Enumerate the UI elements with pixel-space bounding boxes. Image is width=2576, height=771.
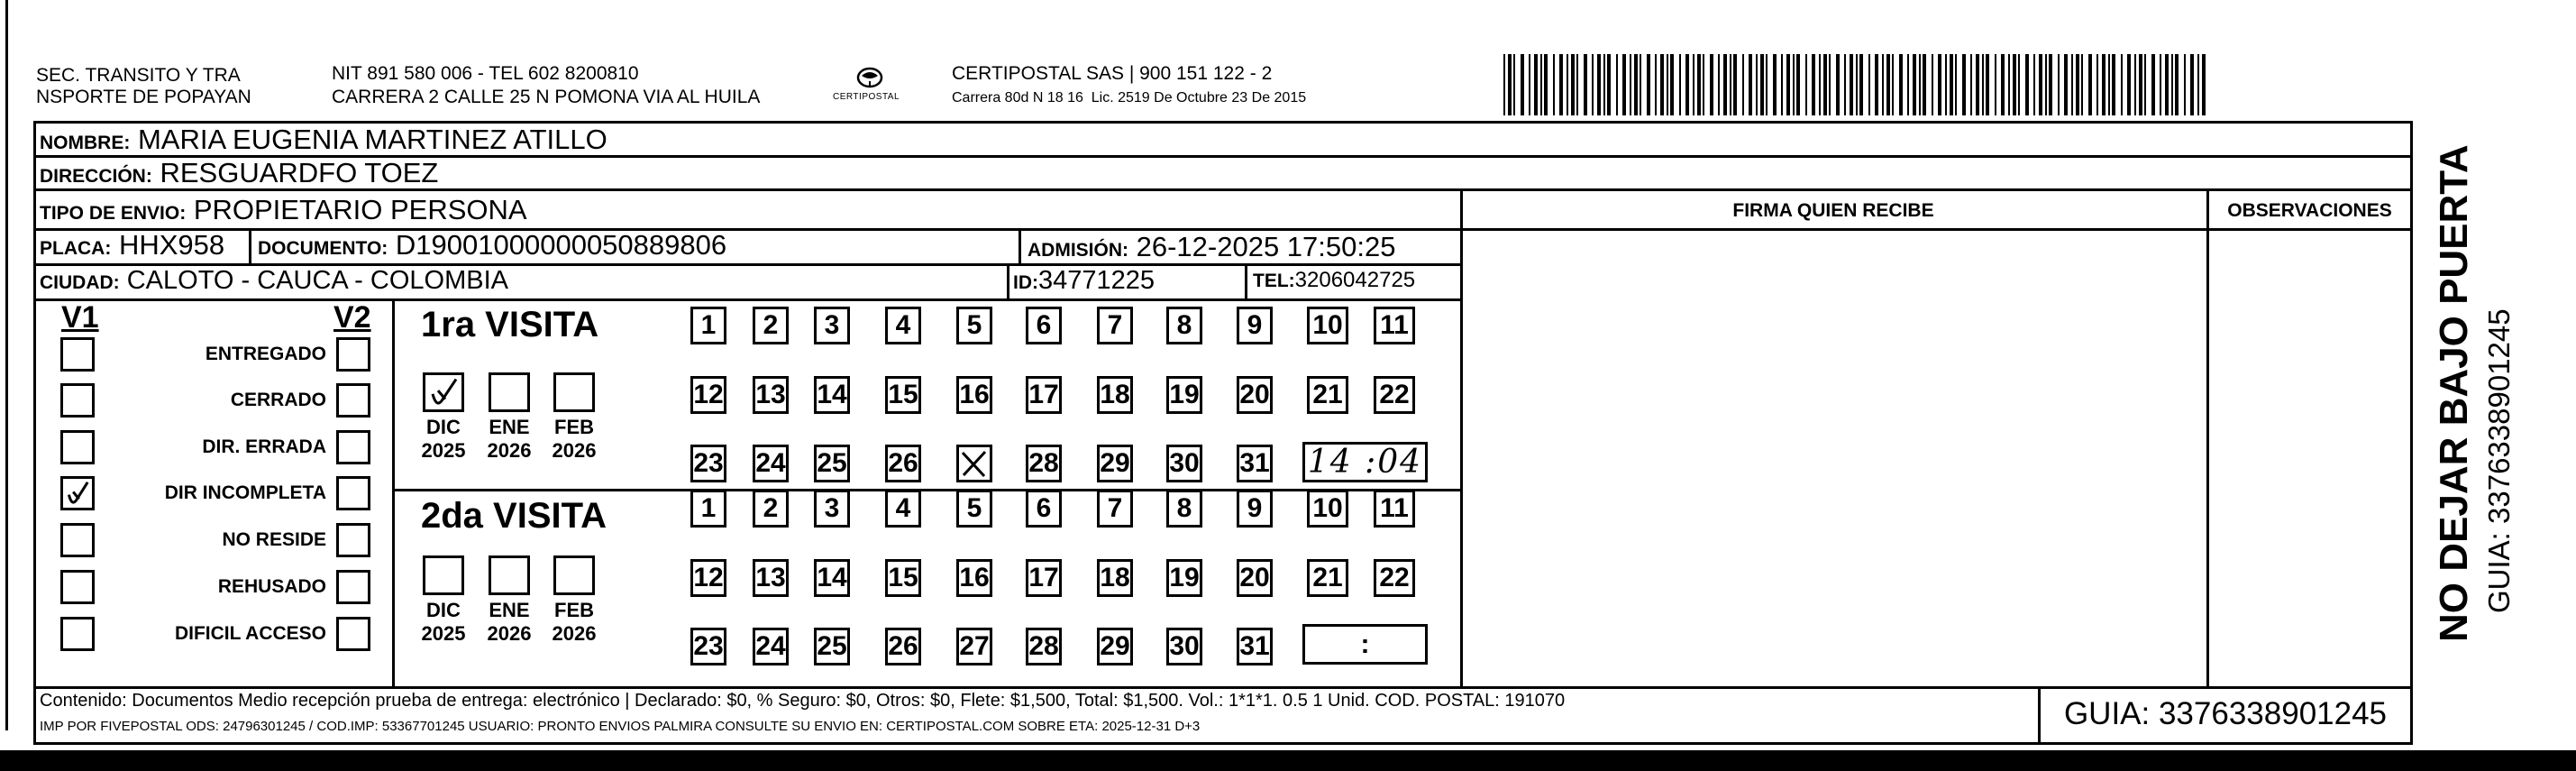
address-line: CARRERA 2 CALLE 25 N POMONA VIA AL HUILA — [332, 87, 761, 107]
day-box[interactable]: 23 — [690, 628, 726, 665]
check-mark-icon — [63, 479, 92, 508]
direccion-label: DIRECCIÓN: — [40, 166, 152, 187]
barcode-bar — [2013, 54, 2016, 115]
barcode-bar — [2175, 54, 2179, 115]
barcode-bar — [1786, 54, 1790, 115]
tipo-row — [40, 192, 527, 232]
visit2-time-box[interactable] — [1302, 624, 1428, 665]
v2-checkbox[interactable] — [336, 383, 370, 418]
left-margin-line — [5, 0, 8, 730]
barcode-bar — [1923, 54, 1926, 115]
v2-checkbox[interactable] — [336, 476, 370, 510]
barcode-bar — [1697, 54, 1701, 115]
placa-value: HHX958 — [118, 229, 225, 261]
month-label — [476, 599, 543, 646]
month-label — [476, 416, 543, 463]
barcode-bar — [1584, 54, 1587, 115]
barcode-bar — [2018, 54, 2020, 115]
v1-checkbox[interactable] — [60, 430, 95, 464]
barcode-bar — [1760, 54, 1764, 115]
barcode-bar — [1823, 54, 1827, 115]
barcode-bar — [1882, 54, 1884, 115]
obs-left-border — [2206, 188, 2209, 686]
barcode-bar — [2071, 54, 2073, 115]
v1-checkbox[interactable] — [60, 617, 95, 651]
barcode-bar — [1796, 54, 1800, 115]
day-box[interactable]: 8 — [1166, 490, 1202, 528]
footer-line-2: IMP POR FIVEPOSTAL ODS: 24796301245 / COD.IMP: 53367701245 USUARIO: PRONTO ENVIOS PALMIRA CONSULTE SU ENVIO EN: CERTIPOSTAL.COM SOBRE ETA: 2025-12-31 D+3 — [40, 719, 1201, 734]
barcode-bar — [1660, 54, 1664, 115]
visit2-title: 2da VISITA — [421, 496, 607, 536]
barcode-bar — [1710, 54, 1713, 115]
barcode-bar — [1529, 54, 1530, 115]
barcode-bar — [1576, 54, 1578, 115]
documento-value: D19001000000050889806 — [395, 229, 727, 261]
placa-divider — [249, 228, 251, 263]
barcode-bar — [2045, 54, 2047, 115]
barcode-bar — [1781, 54, 1783, 115]
footer-guia: GUIA: 3376338901245 — [2063, 696, 2388, 731]
barcode-bar — [1986, 54, 1989, 115]
v2-label: V2 — [333, 300, 371, 335]
day-box[interactable]: 23 — [690, 445, 726, 482]
barcode-bar — [1976, 54, 1979, 115]
ciudad-value: CALOTO - CAUCA - COLOMBIA — [126, 266, 508, 295]
day-box[interactable]: 2 — [753, 307, 789, 344]
barcode-bar — [1742, 54, 1744, 115]
barcode-bar — [2039, 54, 2042, 115]
barcode-bar — [1812, 54, 1815, 115]
day-box[interactable]: 28 — [1026, 628, 1062, 665]
barcode-bar — [1856, 54, 1858, 115]
bottom-black-band — [0, 750, 2576, 771]
barcode-bar — [2108, 54, 2110, 115]
day-box[interactable]: 30 — [1166, 628, 1202, 665]
barcode-bar — [1603, 54, 1605, 115]
barcode-bar — [1670, 54, 1674, 115]
reason-label: NO RESIDE — [222, 529, 326, 550]
footer-line — [33, 686, 2413, 689]
day-box[interactable]: 14 — [814, 376, 850, 414]
month-checkbox[interactable] — [489, 555, 530, 595]
side-warning: NO DEJAR BAJO PUERTA — [2432, 144, 2476, 642]
month-label — [541, 416, 607, 463]
barcode-bar — [1850, 54, 1853, 115]
day-box[interactable]: 9 — [1237, 490, 1273, 528]
barcode-bar — [1733, 54, 1737, 115]
day-box[interactable]: 11 — [1374, 307, 1415, 344]
barcode-bar — [1540, 54, 1542, 115]
id-divider — [1007, 263, 1009, 298]
month-name: FEB — [554, 416, 594, 438]
barcode-bar — [1945, 54, 1947, 115]
barcode-bar — [1616, 54, 1618, 115]
reason-label: DIFICIL ACCESO — [174, 623, 326, 644]
barcode-bar — [1805, 54, 1807, 115]
barcode-bar — [1693, 54, 1694, 115]
barcode-bar — [2171, 54, 2173, 115]
v1-checkbox[interactable] — [60, 476, 95, 510]
barcode-bar — [1756, 54, 1758, 115]
day-box[interactable]: 28 — [1026, 445, 1062, 482]
v1-checkbox[interactable] — [60, 337, 95, 372]
day-box[interactable]: 26 — [885, 628, 921, 665]
barcode-bar — [1559, 54, 1563, 115]
id-label: ID: — [1013, 272, 1038, 293]
barcode-bar — [2134, 54, 2136, 115]
month-name: ENE — [489, 416, 530, 438]
month-year: 2025 — [421, 439, 466, 462]
placa-label: PLACA: — [40, 238, 112, 259]
barcode-bar — [2088, 54, 2092, 115]
ciudad-label: CIUDAD: — [40, 272, 120, 293]
day-box[interactable]: 19 — [1166, 559, 1202, 597]
barcode-bar — [1982, 54, 1984, 115]
barcode-bar — [1521, 54, 1524, 115]
barcode-bar — [2049, 54, 2052, 115]
footer-line-1: Contenido: Documentos Medio recepción prueba de entrega: electrónico | Declarado: $0, % Seguro: $0, Otros: $0, Flete: $1,500, Total: $1,500. Vol.: 1*1*1. 0.5 1 Unid. COD. POSTAL: 191070 — [40, 691, 1566, 711]
day-box[interactable]: 8 — [1166, 307, 1202, 344]
day-box[interactable]: 20 — [1237, 559, 1273, 597]
day-box[interactable]: 1 — [690, 307, 726, 344]
day-box[interactable]: 9 — [1237, 307, 1273, 344]
tel-value: 3206042725 — [1294, 268, 1416, 292]
direccion-value: RESGUARDFO TOEZ — [160, 157, 439, 188]
barcode-bar — [1571, 54, 1575, 115]
tel-row — [1253, 262, 1415, 299]
day-box[interactable]: 12 — [690, 559, 726, 597]
day-box[interactable]: 17 — [1026, 376, 1062, 414]
v2-checkbox[interactable] — [336, 430, 370, 464]
barcode-bar — [1970, 54, 1972, 115]
reason-label: CERRADO — [230, 390, 326, 410]
visit2-time: : — [1360, 629, 1370, 659]
day-box[interactable]: 22 — [1374, 559, 1415, 597]
day-box[interactable]: 3 — [814, 307, 850, 344]
day-box[interactable]: 22 — [1374, 376, 1415, 414]
day-box[interactable]: 15 — [885, 559, 921, 597]
day-box[interactable]: 6 — [1026, 490, 1062, 528]
day-box[interactable]: 5 — [956, 490, 992, 528]
cross-mark-icon — [959, 447, 990, 480]
barcode-bar — [2202, 54, 2206, 115]
month-checkbox[interactable] — [553, 555, 595, 595]
day-box[interactable]: 29 — [1097, 628, 1133, 665]
barcode-bar — [2076, 54, 2079, 115]
direccion-row — [40, 155, 438, 195]
tipo-label: TIPO DE ENVIO: — [40, 203, 187, 224]
day-box[interactable]: 1 — [690, 490, 726, 528]
firma-label: FIRMA QUIEN RECIBE — [1732, 200, 1934, 221]
barcode-bar — [1597, 54, 1601, 115]
check-mark-icon — [425, 375, 461, 409]
barcode-bar — [1868, 54, 1870, 115]
barcode-bar — [1773, 54, 1777, 115]
day-box[interactable]: 24 — [753, 628, 789, 665]
visit-divider — [392, 489, 1460, 491]
barcode-bar — [1630, 54, 1631, 115]
day-box[interactable]: 18 — [1097, 559, 1133, 597]
day-box[interactable]: 19 — [1166, 376, 1202, 414]
day-box[interactable]: 26 — [885, 445, 921, 482]
barcode-bar — [1955, 54, 1957, 115]
nit-line: NIT 891 580 006 - TEL 602 8200810 — [332, 63, 639, 84]
day-box[interactable]: 7 — [1097, 490, 1133, 528]
reason-label: DIR INCOMPLETA — [164, 482, 326, 503]
barcode-bar — [1950, 54, 1953, 115]
barcode-bar — [2001, 54, 2005, 115]
barcode-bar — [1718, 54, 1720, 115]
day-box[interactable]: 10 — [1307, 490, 1348, 528]
barcode-bar — [1503, 54, 1505, 115]
day-box[interactable]: 11 — [1374, 490, 1415, 528]
side-guia: GUIA: 3376338901245 — [2482, 308, 2516, 613]
barcode-bar — [1534, 54, 1538, 115]
day-box[interactable]: 27 — [956, 628, 992, 665]
barcode-bar — [2112, 54, 2115, 115]
barcode-bar — [2165, 54, 2169, 115]
courier-line-2: Carrera 80d N 18 16 Lic. 2519 De Octubre 23 De 2015 — [952, 90, 1307, 106]
barcode-bar — [1703, 54, 1704, 115]
barcode-bar — [1892, 54, 1894, 115]
barcode — [1503, 54, 2206, 115]
visit1-time: 14 :04 — [1307, 444, 1423, 481]
barcode-bar — [1829, 54, 1831, 115]
barcode-bar — [1844, 54, 1846, 115]
day-box[interactable]: 13 — [753, 559, 789, 597]
barcode-bar — [1655, 54, 1657, 115]
barcode-bar — [1899, 54, 1903, 115]
barcode-bar — [2033, 54, 2035, 115]
barcode-bar — [2197, 54, 2199, 115]
barcode-bar — [1836, 54, 1840, 115]
sender-line-1: SEC. TRANSITO Y TRA — [36, 65, 241, 86]
barcode-bar — [1913, 54, 1916, 115]
day-box[interactable]: 12 — [690, 376, 726, 414]
v1-label: V1 — [61, 300, 99, 335]
barcode-bar — [1679, 54, 1681, 115]
v1-checkbox[interactable] — [60, 570, 95, 604]
month-name: ENE — [489, 599, 530, 621]
barcode-bar — [1932, 54, 1933, 115]
month-label — [541, 599, 607, 646]
id-row — [1013, 262, 1155, 301]
barcode-bar — [2151, 54, 2155, 115]
tel-label: TEL: — [1253, 271, 1295, 291]
barcode-bar — [2144, 54, 2146, 115]
month-checkbox[interactable] — [553, 372, 595, 412]
month-year: 2026 — [487, 622, 532, 645]
documento-label: DOCUMENTO: — [258, 238, 388, 259]
day-box[interactable]: 30 — [1166, 445, 1202, 482]
month-checkbox[interactable] — [423, 372, 464, 412]
barcode-bar — [1819, 54, 1821, 115]
checkbox-section-divider — [392, 298, 395, 686]
ciudad-row — [40, 262, 508, 301]
barcode-bar — [1640, 54, 1641, 115]
month-year: 2026 — [487, 439, 532, 462]
tipo-value: PROPIETARIO PERSONA — [193, 194, 527, 225]
v2-checkbox[interactable] — [336, 523, 370, 557]
reason-label: ENTREGADO — [205, 344, 326, 364]
barcode-bar — [1730, 54, 1731, 115]
barcode-bar — [1907, 54, 1909, 115]
admision-divider — [1019, 228, 1021, 263]
day-box[interactable]: 13 — [753, 376, 789, 414]
barcode-bar — [1962, 54, 1966, 115]
day-box[interactable]: 6 — [1026, 307, 1062, 344]
barcode-bar — [2184, 54, 2186, 115]
month-name: FEB — [554, 599, 594, 621]
barcode-bar — [1667, 54, 1668, 115]
visit1-title: 1ra VISITA — [421, 305, 599, 344]
barcode-bar — [1938, 54, 1941, 115]
month-name: DIC — [426, 416, 461, 438]
day-box[interactable]: 16 — [956, 559, 992, 597]
reason-label: DIR. ERRADA — [202, 436, 326, 457]
day-box[interactable]: 31 — [1237, 628, 1273, 665]
admision-value: 26-12-2025 17:50:25 — [1136, 231, 1396, 262]
barcode-bar — [2121, 54, 2123, 115]
sender-line-2: NSPORTE DE POPAYAN — [36, 87, 251, 107]
v1-checkbox[interactable] — [60, 523, 95, 557]
barcode-bar — [1607, 54, 1611, 115]
day-box[interactable]: 25 — [814, 628, 850, 665]
day-box[interactable]: 3 — [814, 490, 850, 528]
barcode-bar — [2102, 54, 2106, 115]
day-box[interactable]: 17 — [1026, 559, 1062, 597]
barcode-bar — [1859, 54, 1863, 115]
month-checkbox[interactable] — [423, 555, 464, 595]
v2-checkbox[interactable] — [336, 570, 370, 604]
nombre-value: MARIA EUGENIA MARTINEZ ATILLO — [137, 124, 607, 155]
day-box[interactable]: 31 — [1237, 445, 1273, 482]
month-name: DIC — [426, 599, 461, 621]
nombre-label: NOMBRE: — [40, 133, 131, 153]
barcode-bar — [1553, 54, 1555, 115]
day-box[interactable]: 24 — [753, 445, 789, 482]
barcode-bar — [1766, 54, 1768, 115]
day-box[interactable]: 18 — [1097, 376, 1133, 414]
barcode-bar — [1508, 54, 1512, 115]
day-box[interactable]: 14 — [814, 559, 850, 597]
day-box[interactable]: 2 — [753, 490, 789, 528]
day-box[interactable] — [956, 445, 992, 482]
barcode-bar — [1723, 54, 1727, 115]
barcode-bar — [1634, 54, 1638, 115]
barcode-bar — [2058, 54, 2060, 115]
day-box[interactable]: 21 — [1307, 559, 1348, 597]
visit1-time-box[interactable] — [1302, 442, 1428, 482]
documento-row — [258, 227, 726, 267]
v2-checkbox[interactable] — [336, 617, 370, 651]
barcode-bar — [2081, 54, 2083, 115]
day-box[interactable]: 15 — [885, 376, 921, 414]
barcode-bar — [1647, 54, 1650, 115]
barcode-bar — [1685, 54, 1689, 115]
month-year: 2026 — [552, 439, 597, 462]
month-label — [410, 599, 477, 646]
reason-label: REHUSADO — [217, 576, 326, 597]
month-label — [410, 416, 477, 463]
barcode-bar — [2139, 54, 2142, 115]
barcode-bar — [2064, 54, 2068, 115]
observaciones-label: OBSERVACIONES — [2227, 200, 2392, 221]
id-value: 34771225 — [1038, 266, 1156, 295]
barcode-bar — [1749, 54, 1752, 115]
day-box[interactable]: 10 — [1307, 307, 1348, 344]
day-box[interactable]: 20 — [1237, 376, 1273, 414]
barcode-bar — [1592, 54, 1594, 115]
v1-checkbox[interactable] — [60, 383, 95, 418]
certipostal-logo — [829, 65, 910, 105]
month-checkbox[interactable] — [489, 372, 530, 412]
day-box[interactable]: 29 — [1097, 445, 1133, 482]
day-box[interactable]: 16 — [956, 376, 992, 414]
barcode-bar — [2025, 54, 2029, 115]
day-box[interactable]: 5 — [956, 307, 992, 344]
month-year: 2025 — [421, 622, 466, 645]
month-year: 2026 — [552, 622, 597, 645]
v2-checkbox[interactable] — [336, 337, 370, 372]
placa-row — [40, 227, 224, 267]
barcode-bar — [1995, 54, 1996, 115]
barcode-bar — [1544, 54, 1548, 115]
barcode-bar — [1793, 54, 1795, 115]
day-box[interactable]: 4 — [885, 307, 921, 344]
day-box[interactable]: 21 — [1307, 376, 1348, 414]
barcode-bar — [1513, 54, 1515, 115]
barcode-bar — [1886, 54, 1890, 115]
admision-label: ADMISIÓN: — [1028, 240, 1128, 261]
day-box[interactable]: 7 — [1097, 307, 1133, 344]
barcode-bar — [2190, 54, 2194, 115]
logo-text: CERTIPOSTAL — [833, 92, 900, 102]
barcode-bar — [1622, 54, 1626, 115]
barcode-bar — [2096, 54, 2098, 115]
barcode-bar — [1567, 54, 1568, 115]
barcode-bar — [2008, 54, 2010, 115]
day-box[interactable]: 25 — [814, 445, 850, 482]
barcode-bar — [2127, 54, 2131, 115]
firma-left-border — [1460, 188, 1463, 686]
barcode-bar — [2160, 54, 2161, 115]
day-box[interactable]: 4 — [885, 490, 921, 528]
courier-line-1: CERTIPOSTAL SAS | 900 151 122 - 2 — [952, 63, 1273, 84]
barcode-bar — [1919, 54, 1921, 115]
barcode-bar — [1875, 54, 1878, 115]
